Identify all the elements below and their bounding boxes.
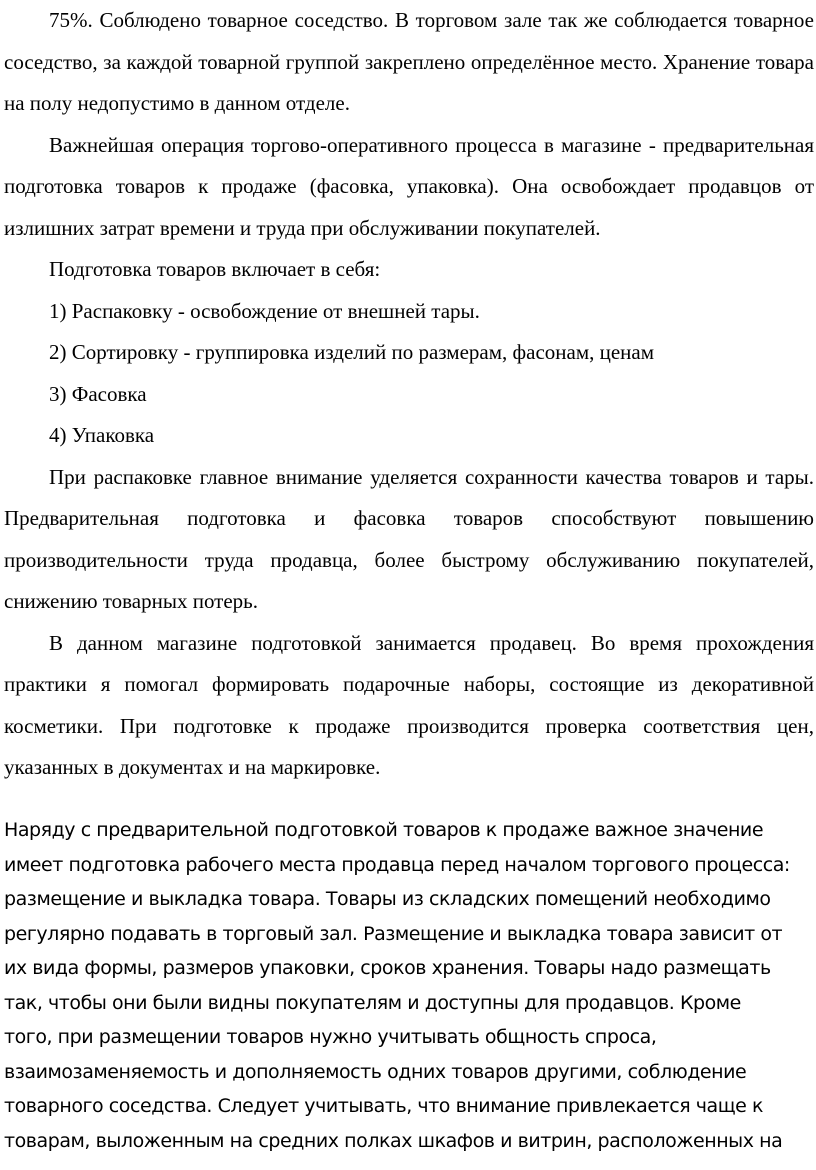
list-item-packing: 3) Фасовка	[49, 381, 147, 406]
paragraph-store-preparation: В данном магазине подготовкой занимается продавец. Во время прохождения практики я помогал формировать подарочные наборы, состоящие из декоративной косметики. При подготовке к продаже производится проверка соответствия цен, указанных в документах и на маркировке.	[4, 630, 814, 779]
paragraph-workplace-preparation	[4, 813, 799, 1158]
text-line: регулярно подавать в торговый зал. Размещение и выкладка товара зависит от	[4, 922, 783, 945]
paragraph-preparation-operation: Важнейшая операция торгово-оперативного процесса в магазине - предварительная подготовка товаров к продаже (фасовка, упаковка). Она освобождает продавцов от излишних затрат времени и труда при обслуживании покупателей.	[4, 132, 814, 240]
list-item-sorting: 2) Сортировку - группировка изделий по размерам, фасонам, ценам	[49, 340, 655, 364]
text-line: имеет подготовка рабочего места продавца перед началом торгового процесса:	[4, 853, 790, 876]
text-line: взаимозаменяемость и дополняемость одних товаров другими, соблюдение	[4, 1060, 747, 1083]
list-item-unpacking: 1) Распаковку - освобождение от внешней тары.	[49, 298, 480, 323]
sans-text-block	[4, 813, 799, 1158]
text-line: их вида формы, размеров упаковки, сроков хранения. Товары надо размещать	[4, 957, 771, 979]
text-line: товарного соседства. Следует учитывать, что внимание привлекается чаще к	[4, 1095, 764, 1117]
text-line: Наряду с предварительной подготовкой товаров к продаже важное значение	[4, 819, 764, 841]
paragraph-goods-neighborhood: 75%. Соблюдено товарное соседство. В торговом зале так же соблюдается товарное соседство, за каждой товарной группой закреплено определённое место. Хранение товара на полу недопустимо в данном отделе.	[4, 8, 814, 115]
paragraph-unpacking-attention: При распаковке главное внимание уделяется сохранности качества товаров и тары. Предварительная подготовка и фасовка товаров способствуют повышению производительности труда продавца, более быстрому обслуживанию покупателей, снижению товарных потерь.	[4, 464, 814, 613]
text-line: того, при размещении товаров нужно учитывать общность спроса,	[4, 1026, 657, 1048]
text-line: товарам, выложенным на средних полках шкафов и витрин, расположенных на	[4, 1129, 783, 1152]
serif-text-block	[4, 0, 814, 789]
list-item-wrapping: 4) Упаковка	[49, 423, 155, 447]
paragraph-preparation-includes: Подготовка товаров включает в себя:	[49, 257, 381, 281]
text-line: размещение и выкладка товара. Товары из складских помещений необходимо	[4, 888, 771, 910]
text-line: так, чтобы они были видны покупателям и доступны для продавцов. Кроме	[4, 991, 741, 1014]
